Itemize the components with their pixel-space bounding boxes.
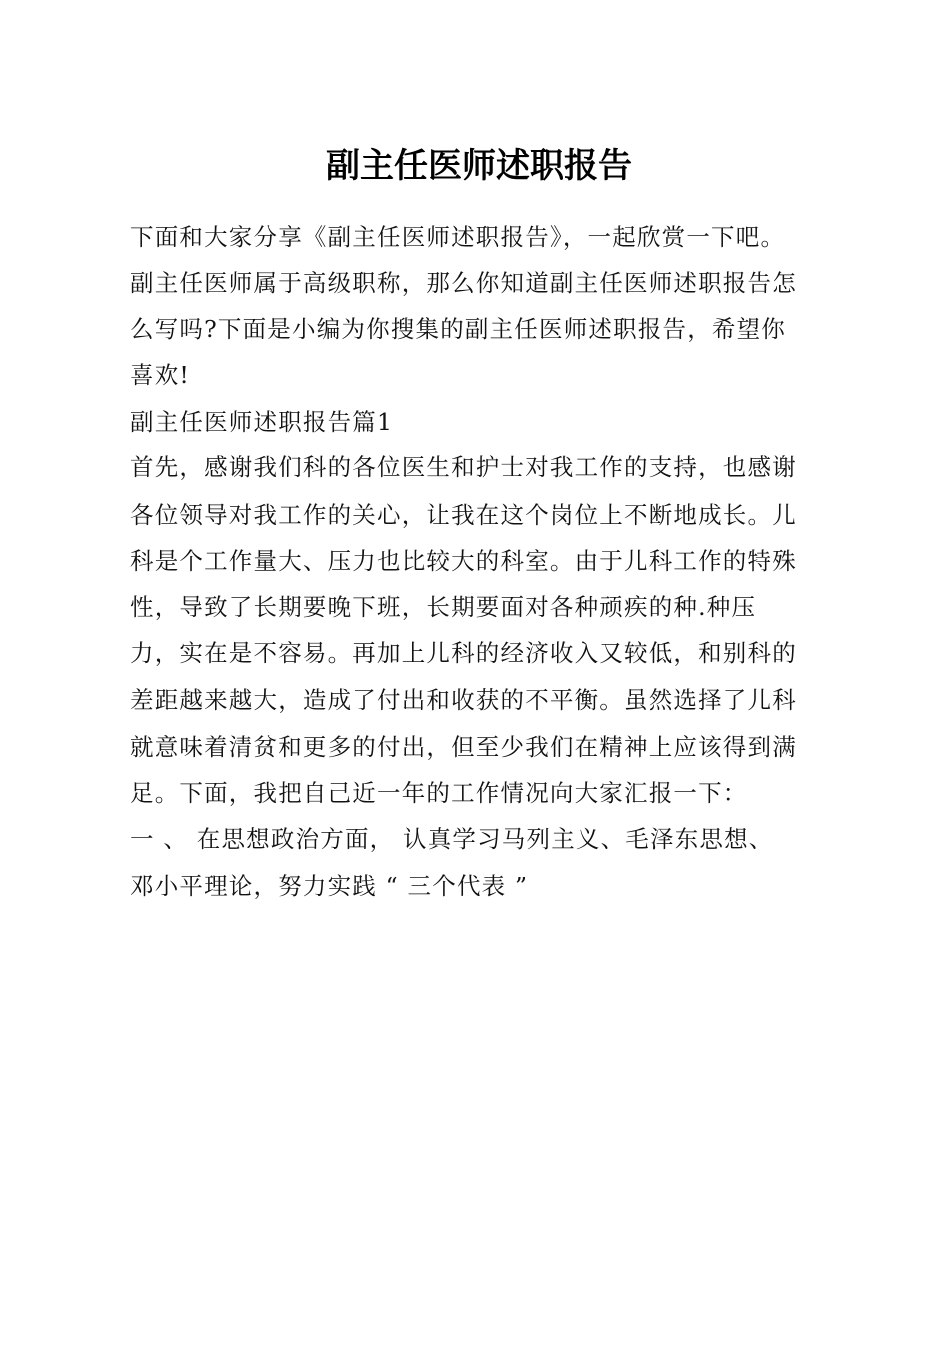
text-line: 科是个工作量大、压力也比较大的科室。由于儿科工作的特殊 — [130, 547, 797, 575]
text-line: 性，导致了长期要晚下班，长期要面对各种顽疾的种.种压 — [130, 593, 757, 621]
text-line: 差距越来越大，造成了付出和收获的不平衡。虽然选择了儿科 — [130, 686, 797, 714]
text-line: 足。下面，我把自己近一年的工作情况向大家汇报一下： — [130, 779, 748, 807]
text-line: 就意味着清贫和更多的付出，但至少我们在精神上应该得到满 — [130, 733, 797, 761]
section-heading: 副主任医师述职报告篇1 — [130, 408, 394, 436]
text-line: 力，实在是不容易。再加上儿科的经济收入又较低，和别科的 — [130, 639, 797, 667]
text-line: 一 、 在思想政治方面， 认真学习马列主义、毛泽东思想、 — [130, 825, 774, 853]
document-title: 副主任医师述职报告 — [326, 146, 632, 186]
text-line: 各位领导对我工作的关心，让我在这个岗位上不断地成长。儿 — [130, 501, 797, 529]
text-line: 么写吗?下面是小编为你搜集的副主任医师述职报告，希望你 — [130, 315, 786, 343]
text-line: 喜欢! — [130, 361, 191, 389]
text-line: 首先，感谢我们科的各位医生和护士对我工作的支持，也感谢 — [130, 453, 797, 481]
text-line: 副主任医师属于高级职称，那么你知道副主任医师述职报告怎 — [130, 269, 797, 297]
text-line: 邓小平理论，努力实践 “ 三个代表 ” — [130, 872, 529, 900]
text-line: 下面和大家分享《副主任医师述职报告》，一起欣赏一下吧。 — [130, 223, 786, 251]
